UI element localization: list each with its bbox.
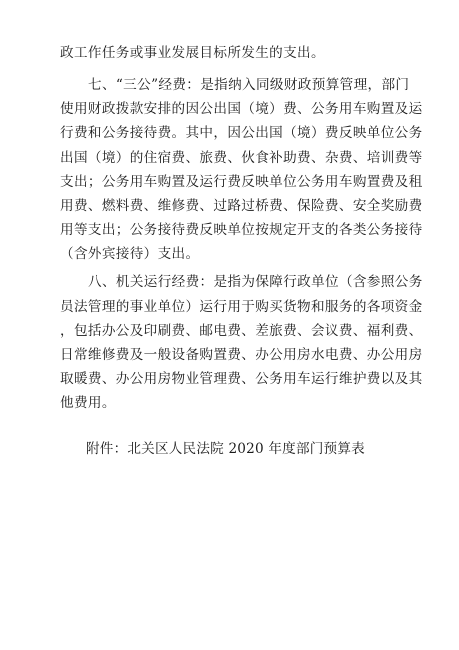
- paragraph-line: 他费用。: [60, 395, 116, 411]
- paragraph-line: 行费和公务接待费。其中，因公出国（境）费反映单位公务: [60, 125, 423, 141]
- paragraph-line: 使用财政拨款安排的因公出国（境）费、公务用车购置及运: [60, 101, 423, 117]
- paragraph-line: ，包括办公及印刷费、邮电费、差旅费、会议费、福利费、: [60, 323, 423, 339]
- paragraph-line: 员法管理的事业单位）运行用于购买货物和服务的各项资金: [60, 299, 423, 315]
- paragraph-line: 七、“三公”经费：是指纳入同级财政预算管理，部门: [88, 77, 410, 93]
- paragraph-line: 出国（境）的住宿费、旅费、伙食补助费、杂费、培训费等: [60, 150, 423, 166]
- paragraph-line: 政工作任务或事业发展目标所发生的支出。: [60, 45, 325, 61]
- paragraph-line: 日常维修费及一般设备购置费、办公用房水电费、办公用房: [60, 347, 423, 363]
- paragraph-line: 支出；公务用车购置及运行费反映单位公务用车购置费及租: [60, 174, 423, 190]
- paragraph-line: 用费、燃料费、维修费、过路过桥费、保险费、安全奖励费: [60, 198, 423, 214]
- paragraph-line: 用等支出；公务接待费反映单位按规定开支的各类公务接待: [60, 222, 423, 238]
- paragraph-line: 取暖费、办公用房物业管理费、公务用车运行维护费以及其: [60, 371, 423, 387]
- attachment-line: 附件：北关区人民法院 2020 年度部门预算表: [86, 441, 365, 457]
- paragraph-line: 八、机关运行经费：是指为保障行政单位（含参照公务: [88, 274, 423, 290]
- paragraph-line: （含外宾接待）支出。: [60, 246, 200, 262]
